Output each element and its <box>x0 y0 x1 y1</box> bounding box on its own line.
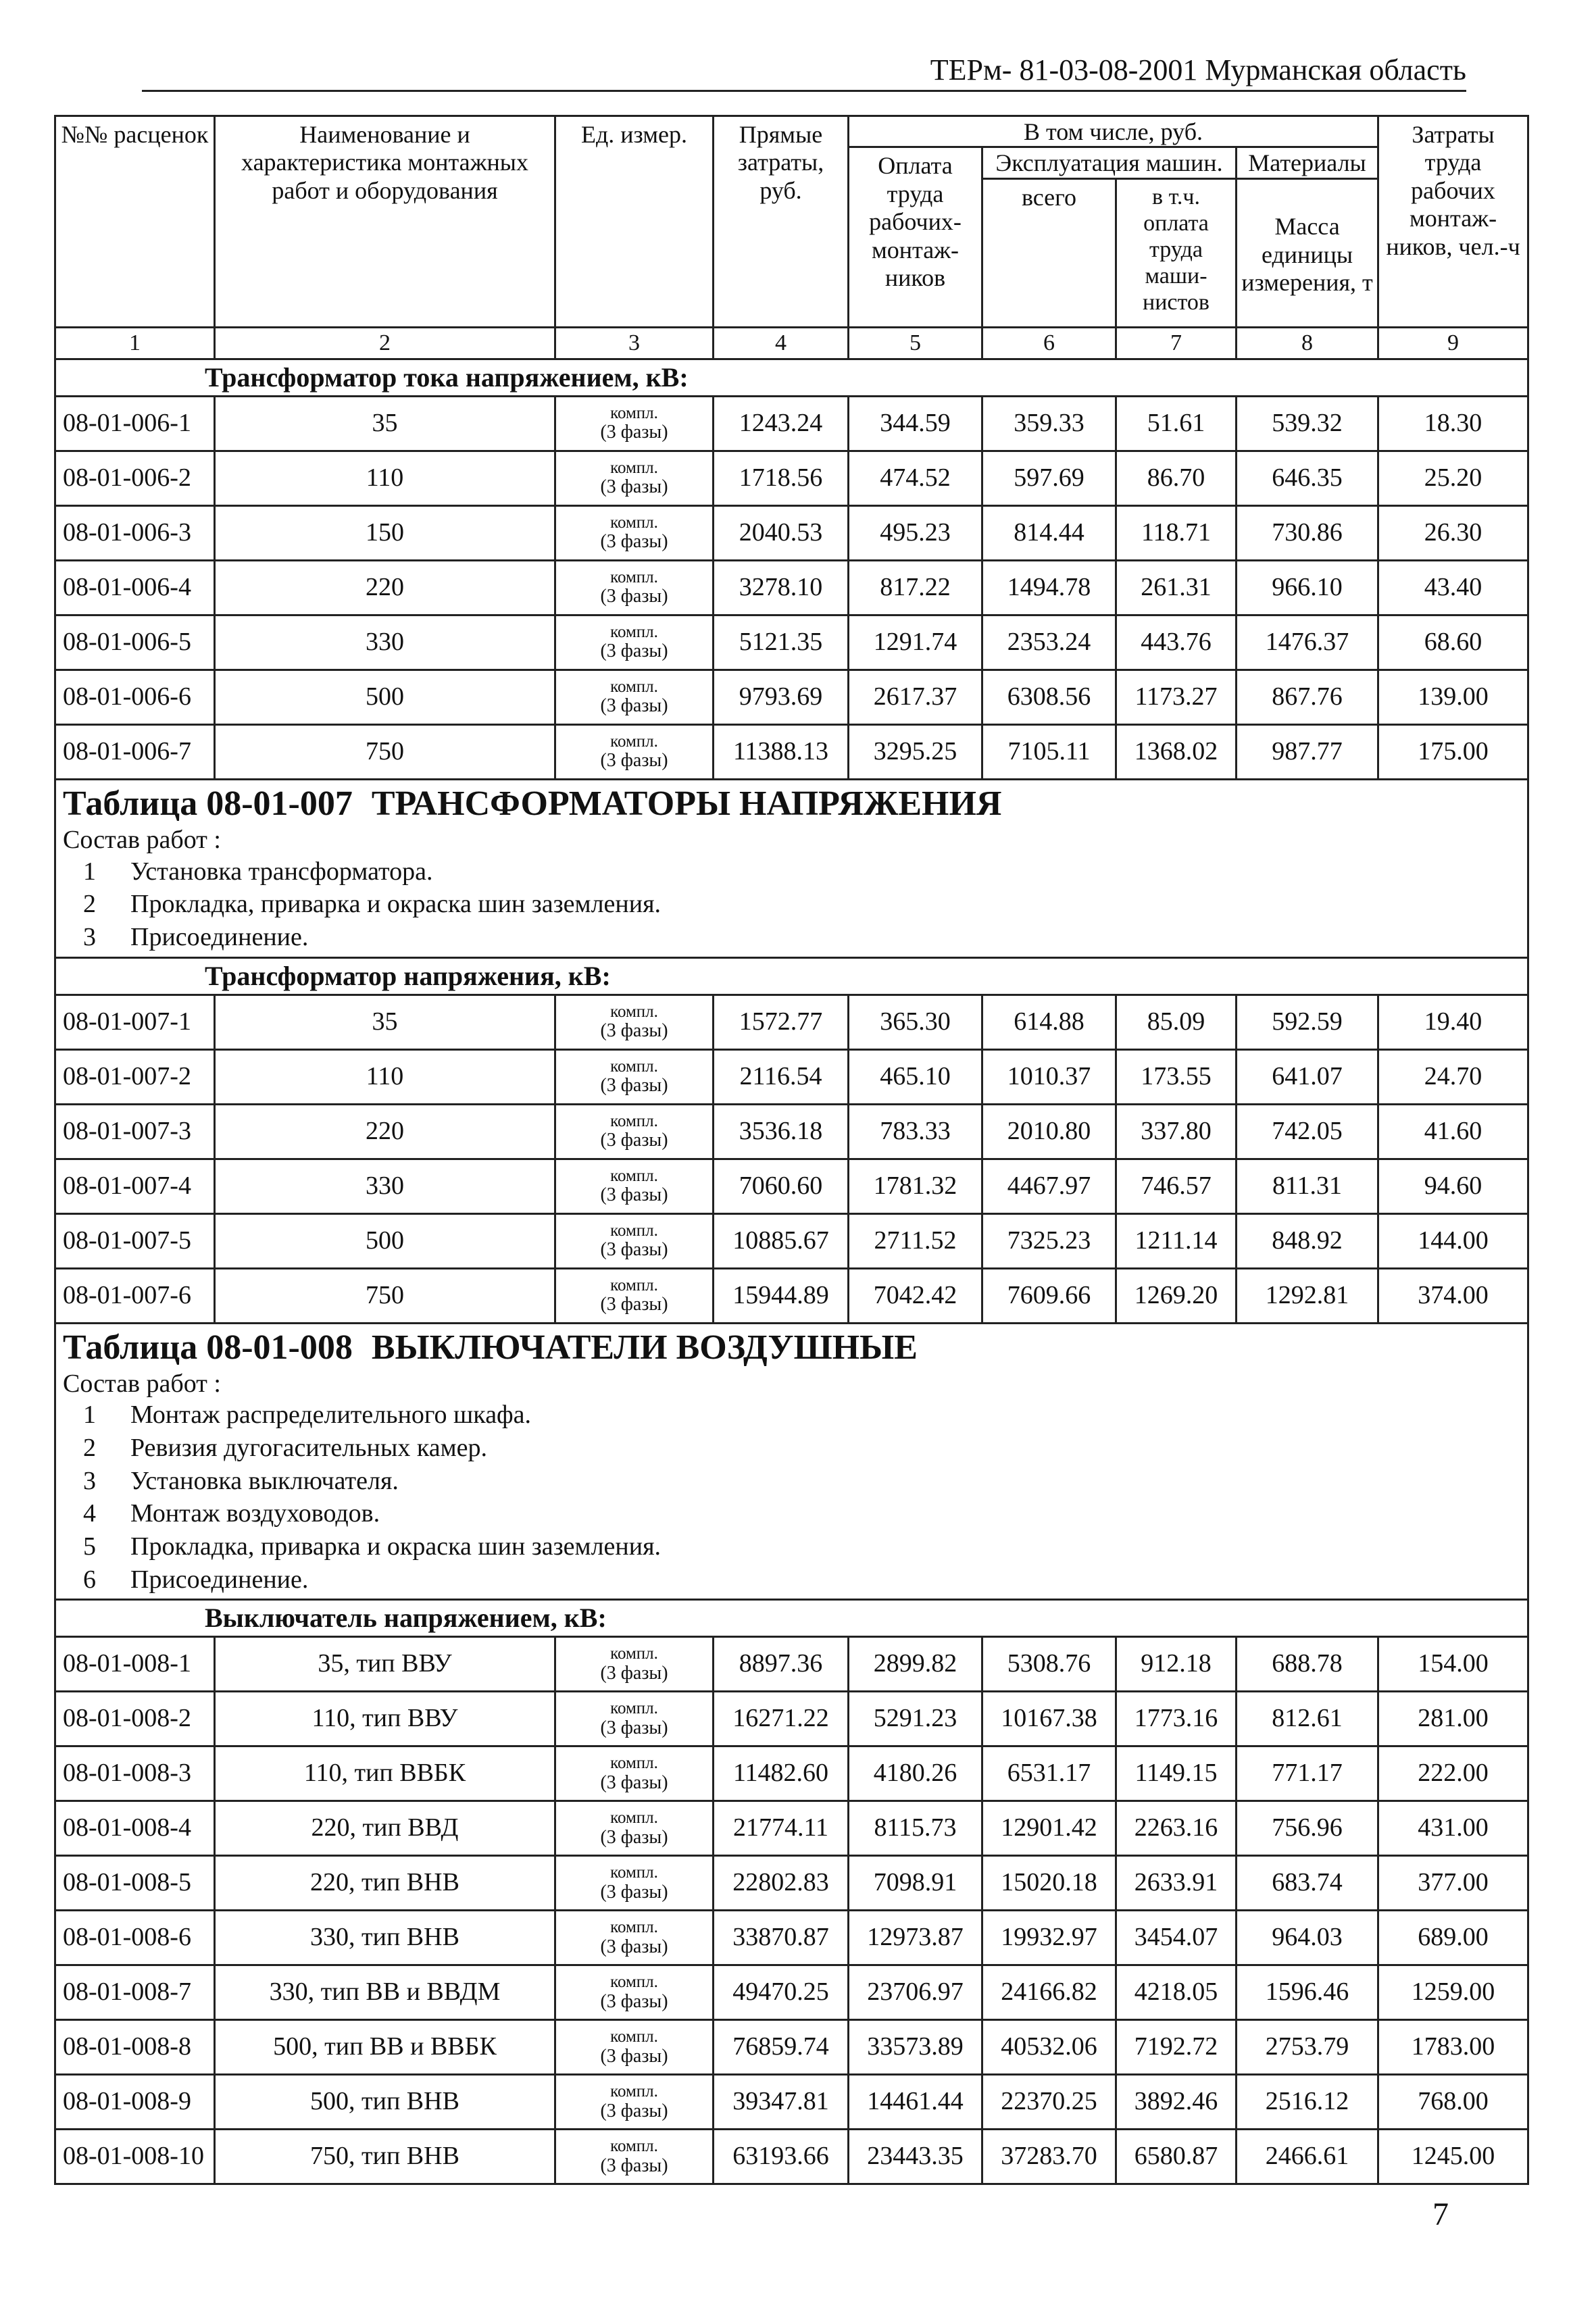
labor-pay-cell: 8115.73 <box>849 1801 982 1856</box>
labor-pay-cell: 23443.35 <box>849 2130 982 2184</box>
operation-item: 3 Установка выключателя. <box>83 1466 399 1495</box>
name-cell: 110, тип ВВУ <box>215 1692 555 1746</box>
col-number: 6 <box>982 327 1116 359</box>
table-row <box>55 670 1528 724</box>
table-row <box>55 1637 1528 1692</box>
operation-item: 1 Установка трансформатора. <box>83 857 433 886</box>
col-machines-header: Эксплуатация машин. <box>982 147 1237 178</box>
name-cell: 35, тип ВВУ <box>215 1637 555 1692</box>
rate-code-cell: 08-01-008-2 <box>55 1692 215 1746</box>
name-cell: 500, тип ВНВ <box>215 2075 555 2130</box>
document-header: ТЕРм- 81-03-08-2001 Мурманская область <box>142 53 1466 92</box>
machinist-pay-cell: 2263.16 <box>1116 1801 1237 1856</box>
rate-code-cell: 08-01-008-1 <box>55 1637 215 1692</box>
machine-cost-cell: 6531.17 <box>982 1746 1116 1801</box>
labor-pay-cell: 344.59 <box>849 396 982 451</box>
table-row <box>55 615 1528 670</box>
machine-cost-cell: 15020.18 <box>982 1856 1116 1911</box>
operations-list <box>63 1399 1520 1596</box>
machinist-pay-cell: 1368.02 <box>1116 724 1237 779</box>
unit-cell: компл. (3 фазы) <box>555 1159 714 1213</box>
machinist-pay-cell: 1773.16 <box>1116 1692 1237 1746</box>
materials-cell: 1596.46 <box>1237 1965 1378 2020</box>
labor-cost-cell: 19.40 <box>1378 995 1528 1049</box>
materials-cell: 964.03 <box>1237 1911 1378 1965</box>
labor-pay-cell: 4180.26 <box>849 1746 982 1801</box>
labor-cost-cell: 1259.00 <box>1378 1965 1528 2020</box>
rate-code-cell: 08-01-006-5 <box>55 615 215 670</box>
materials-cell: 848.92 <box>1237 1213 1378 1268</box>
machine-cost-cell: 19932.97 <box>982 1911 1116 1965</box>
machine-cost-cell: 12901.42 <box>982 1801 1116 1856</box>
rate-code-cell: 08-01-008-4 <box>55 1801 215 1856</box>
labor-cost-cell: 431.00 <box>1378 1801 1528 1856</box>
unit-cell: компл. (3 фазы) <box>555 1692 714 1746</box>
col-number: 1 <box>55 327 215 359</box>
unit-cell: компл. (3 фазы) <box>555 1965 714 2020</box>
machinist-pay-cell: 7192.72 <box>1116 2020 1237 2075</box>
labor-pay-cell: 1781.32 <box>849 1159 982 1213</box>
col-number: 5 <box>849 327 982 359</box>
labor-cost-cell: 139.00 <box>1378 670 1528 724</box>
labor-pay-cell: 783.33 <box>849 1104 982 1159</box>
rate-code-cell: 08-01-008-6 <box>55 1911 215 1965</box>
machine-cost-cell: 22370.25 <box>982 2075 1116 2130</box>
name-cell: 500 <box>215 1213 555 1268</box>
machinist-pay-cell: 1269.20 <box>1116 1268 1237 1323</box>
col-number: 9 <box>1378 327 1528 359</box>
rate-code-cell: 08-01-006-7 <box>55 724 215 779</box>
name-cell: 35 <box>215 396 555 451</box>
col-name-header: Наименование и характеристика монтажных работ и оборудования <box>215 116 555 328</box>
machinist-pay-cell: 173.55 <box>1116 1049 1237 1104</box>
name-cell: 500 <box>215 670 555 724</box>
table-row <box>55 451 1528 505</box>
machinist-pay-cell: 3892.46 <box>1116 2075 1237 2130</box>
table-row <box>55 1746 1528 1801</box>
materials-cell: 756.96 <box>1237 1801 1378 1856</box>
table-row <box>55 995 1528 1049</box>
machine-cost-cell: 2010.80 <box>982 1104 1116 1159</box>
table-row <box>55 1801 1528 1856</box>
name-cell: 330 <box>215 615 555 670</box>
materials-cell: 811.31 <box>1237 1159 1378 1213</box>
name-cell: 330 <box>215 1159 555 1213</box>
operation-item: 4 Монтаж воздуховодов. <box>83 1499 380 1528</box>
direct-cost-cell: 1572.77 <box>714 995 849 1049</box>
machinist-pay-cell: 4218.05 <box>1116 1965 1237 2020</box>
unit-cell: компл. (3 фазы) <box>555 1856 714 1911</box>
labor-pay-cell: 465.10 <box>849 1049 982 1104</box>
rate-code-cell: 08-01-008-9 <box>55 2075 215 2130</box>
materials-cell: 867.76 <box>1237 670 1378 724</box>
labor-pay-cell: 365.30 <box>849 995 982 1049</box>
rate-code-cell: 08-01-008-8 <box>55 2020 215 2075</box>
materials-cell: 812.61 <box>1237 1692 1378 1746</box>
name-cell: 750 <box>215 1268 555 1323</box>
machine-cost-cell: 1494.78 <box>982 560 1116 615</box>
machine-cost-cell: 7325.23 <box>982 1213 1116 1268</box>
col-number: 4 <box>714 327 849 359</box>
rate-code-cell: 08-01-007-6 <box>55 1268 215 1323</box>
machinist-pay-cell: 86.70 <box>1116 451 1237 505</box>
labor-cost-cell: 41.60 <box>1378 1104 1528 1159</box>
operation-item: 2 Ревизия дугогасительных камер. <box>83 1434 488 1463</box>
materials-cell: 2753.79 <box>1237 2020 1378 2075</box>
labor-cost-cell: 689.00 <box>1378 1911 1528 1965</box>
labor-cost-cell: 1783.00 <box>1378 2020 1528 2075</box>
labor-pay-cell: 12973.87 <box>849 1911 982 1965</box>
unit-cell: компл. (3 фазы) <box>555 1637 714 1692</box>
direct-cost-cell: 21774.11 <box>714 1801 849 1856</box>
unit-cell: компл. (3 фазы) <box>555 1104 714 1159</box>
column-numbers-row <box>55 327 1528 359</box>
machinist-pay-cell: 1173.27 <box>1116 670 1237 724</box>
materials-cell: 539.32 <box>1237 396 1378 451</box>
table-row <box>55 2075 1528 2130</box>
materials-cell: 966.10 <box>1237 560 1378 615</box>
machinist-pay-cell: 912.18 <box>1116 1637 1237 1692</box>
machinist-pay-cell: 51.61 <box>1116 396 1237 451</box>
direct-cost-cell: 1718.56 <box>714 451 849 505</box>
col-unit-header: Ед. измер. <box>555 116 714 328</box>
name-cell: 330, тип ВВ и ВВДМ <box>215 1965 555 2020</box>
unit-cell: компл. (3 фазы) <box>555 2020 714 2075</box>
table-007-body <box>55 779 1528 1323</box>
unit-cell: компл. (3 фазы) <box>555 1213 714 1268</box>
col-materials-header: Материалы <box>1237 147 1378 178</box>
labor-pay-cell: 14461.44 <box>849 2075 982 2130</box>
machine-cost-cell: 814.44 <box>982 505 1116 560</box>
name-cell: 110 <box>215 1049 555 1104</box>
rates-page <box>54 115 1527 2185</box>
machine-cost-cell: 7609.66 <box>982 1268 1116 1323</box>
materials-cell: 2466.61 <box>1237 2130 1378 2184</box>
table-row <box>55 396 1528 451</box>
page-number: 7 <box>1432 2196 1449 2232</box>
table-title: ТРАНСФОРМАТОРЫ НАПРЯЖЕНИЯ <box>371 784 1002 823</box>
labor-cost-cell: 68.60 <box>1378 615 1528 670</box>
col-incl-header: В том числе, руб. <box>849 116 1378 147</box>
col-mach-pay-header: в т.ч. оплата труда маши-нистов <box>1116 178 1237 327</box>
table-code: Таблица 08-01-008 <box>63 1328 353 1367</box>
machine-cost-cell: 597.69 <box>982 451 1116 505</box>
section-label: Трансформатор напряжения, кВ: <box>55 957 1528 995</box>
direct-cost-cell: 63193.66 <box>714 2130 849 2184</box>
labor-pay-cell: 33573.89 <box>849 2020 982 2075</box>
labor-cost-cell: 1245.00 <box>1378 2130 1528 2184</box>
operation-item: 5 Прокладка, приварка и окраска шин заземления. <box>83 1532 662 1561</box>
section-006-body <box>55 359 1528 779</box>
direct-cost-cell: 11388.13 <box>714 724 849 779</box>
machine-cost-cell: 6308.56 <box>982 670 1116 724</box>
machine-cost-cell: 10167.38 <box>982 1692 1116 1746</box>
rate-code-cell: 08-01-006-3 <box>55 505 215 560</box>
machinist-pay-cell: 337.80 <box>1116 1104 1237 1159</box>
machine-cost-cell: 5308.76 <box>982 1637 1116 1692</box>
operation-item: 3 Присоединение. <box>83 922 309 951</box>
unit-cell: компл. (3 фазы) <box>555 995 714 1049</box>
direct-cost-cell: 3278.10 <box>714 560 849 615</box>
table-row <box>55 1856 1528 1911</box>
direct-cost-cell: 8897.36 <box>714 1637 849 1692</box>
labor-pay-cell: 474.52 <box>849 451 982 505</box>
table-code: Таблица 08-01-007 <box>63 784 353 823</box>
unit-cell: компл. (3 фазы) <box>555 396 714 451</box>
rate-code-cell: 08-01-008-10 <box>55 2130 215 2184</box>
direct-cost-cell: 3536.18 <box>714 1104 849 1159</box>
table-row <box>55 1911 1528 1965</box>
rates-table <box>54 115 1529 2185</box>
col-labor-pay-header: Оплата труда рабочих-монтаж-ников <box>849 147 982 327</box>
col-number: 3 <box>555 327 714 359</box>
labor-cost-cell: 175.00 <box>1378 724 1528 779</box>
table-row <box>55 1213 1528 1268</box>
direct-cost-cell: 33870.87 <box>714 1911 849 1965</box>
labor-pay-cell: 817.22 <box>849 560 982 615</box>
labor-pay-cell: 2617.37 <box>849 670 982 724</box>
rate-code-cell: 08-01-007-1 <box>55 995 215 1049</box>
section-label: Трансформатор тока напряжением, кВ: <box>55 359 1528 396</box>
machine-cost-cell: 4467.97 <box>982 1159 1116 1213</box>
labor-cost-cell: 768.00 <box>1378 2075 1528 2130</box>
direct-cost-cell: 22802.83 <box>714 1856 849 1911</box>
machinist-pay-cell: 2633.91 <box>1116 1856 1237 1911</box>
name-cell: 500, тип ВВ и ВВБК <box>215 2020 555 2075</box>
col-direct-header: Прямые затраты, руб. <box>714 116 849 328</box>
composition-label: Состав работ : <box>63 1369 221 1398</box>
col-number: 7 <box>1116 327 1237 359</box>
labor-cost-cell: 26.30 <box>1378 505 1528 560</box>
unit-cell: компл. (3 фазы) <box>555 670 714 724</box>
machinist-pay-cell: 261.31 <box>1116 560 1237 615</box>
direct-cost-cell: 10885.67 <box>714 1213 849 1268</box>
labor-cost-cell: 24.70 <box>1378 1049 1528 1104</box>
materials-cell: 2516.12 <box>1237 2075 1378 2130</box>
labor-pay-cell: 2711.52 <box>849 1213 982 1268</box>
materials-cell: 592.59 <box>1237 995 1378 1049</box>
rate-code-cell: 08-01-006-4 <box>55 560 215 615</box>
name-cell: 220, тип ВВД <box>215 1801 555 1856</box>
machine-cost-cell: 1010.37 <box>982 1049 1116 1104</box>
materials-cell: 730.86 <box>1237 505 1378 560</box>
labor-cost-cell: 18.30 <box>1378 396 1528 451</box>
labor-cost-cell: 144.00 <box>1378 1213 1528 1268</box>
machinist-pay-cell: 443.76 <box>1116 615 1237 670</box>
materials-cell: 742.05 <box>1237 1104 1378 1159</box>
col-mass-header: Масса единицы измерения, т <box>1237 178 1378 327</box>
name-cell: 330, тип ВНВ <box>215 1911 555 1965</box>
labor-cost-cell: 222.00 <box>1378 1746 1528 1801</box>
labor-cost-cell: 25.20 <box>1378 451 1528 505</box>
materials-cell: 987.77 <box>1237 724 1378 779</box>
table-007-title-block <box>55 779 1528 957</box>
section-label: Выключатель напряжением, кВ: <box>55 1600 1528 1637</box>
machinist-pay-cell: 1149.15 <box>1116 1746 1237 1801</box>
machine-cost-cell: 37283.70 <box>982 2130 1116 2184</box>
labor-pay-cell: 2899.82 <box>849 1637 982 1692</box>
labor-pay-cell: 1291.74 <box>849 615 982 670</box>
labor-cost-cell: 154.00 <box>1378 1637 1528 1692</box>
name-cell: 110 <box>215 451 555 505</box>
labor-cost-cell: 374.00 <box>1378 1268 1528 1323</box>
machinist-pay-cell: 118.71 <box>1116 505 1237 560</box>
unit-cell: компл. (3 фазы) <box>555 724 714 779</box>
machinist-pay-cell: 85.09 <box>1116 995 1237 1049</box>
table-row <box>55 1965 1528 2020</box>
machine-cost-cell: 359.33 <box>982 396 1116 451</box>
table-row <box>55 2020 1528 2075</box>
rate-code-cell: 08-01-006-1 <box>55 396 215 451</box>
labor-pay-cell: 3295.25 <box>849 724 982 779</box>
name-cell: 35 <box>215 995 555 1049</box>
labor-cost-cell: 377.00 <box>1378 1856 1528 1911</box>
machine-cost-cell: 7105.11 <box>982 724 1116 779</box>
direct-cost-cell: 5121.35 <box>714 615 849 670</box>
labor-pay-cell: 23706.97 <box>849 1965 982 2020</box>
operation-item: 6 Присоединение. <box>83 1565 309 1594</box>
labor-cost-cell: 94.60 <box>1378 1159 1528 1213</box>
name-cell: 220 <box>215 560 555 615</box>
materials-cell: 646.35 <box>1237 451 1378 505</box>
rate-code-cell: 08-01-007-5 <box>55 1213 215 1268</box>
unit-cell: компл. (3 фазы) <box>555 505 714 560</box>
materials-cell: 688.78 <box>1237 1637 1378 1692</box>
col-labor-cost-header: Затраты труда рабочих монтаж-ников, чел.-ч <box>1378 116 1528 328</box>
machine-cost-cell: 614.88 <box>982 995 1116 1049</box>
unit-cell: компл. (3 фазы) <box>555 451 714 505</box>
operation-item: 2 Прокладка, приварка и окраска шин заземления. <box>83 890 662 919</box>
direct-cost-cell: 16271.22 <box>714 1692 849 1746</box>
col-number: 8 <box>1237 327 1378 359</box>
unit-cell: компл. (3 фазы) <box>555 1801 714 1856</box>
table-008-title-block <box>55 1323 1528 1600</box>
col-mach-total-header: всего <box>982 178 1116 327</box>
table-title: ВЫКЛЮЧАТЕЛИ ВОЗДУШНЫЕ <box>371 1328 918 1367</box>
unit-cell: компл. (3 фазы) <box>555 2075 714 2130</box>
name-cell: 220 <box>215 1104 555 1159</box>
direct-cost-cell: 9793.69 <box>714 670 849 724</box>
direct-cost-cell: 15944.89 <box>714 1268 849 1323</box>
table-row <box>55 560 1528 615</box>
rate-code-cell: 08-01-006-6 <box>55 670 215 724</box>
table-row <box>55 1268 1528 1323</box>
direct-cost-cell: 2116.54 <box>714 1049 849 1104</box>
composition-label: Состав работ : <box>63 825 221 854</box>
direct-cost-cell: 76859.74 <box>714 2020 849 2075</box>
rate-code-cell: 08-01-008-7 <box>55 1965 215 2020</box>
unit-cell: компл. (3 фазы) <box>555 1911 714 1965</box>
rate-code-cell: 08-01-007-3 <box>55 1104 215 1159</box>
labor-pay-cell: 7098.91 <box>849 1856 982 1911</box>
table-row <box>55 1159 1528 1213</box>
machine-cost-cell: 40532.06 <box>982 2020 1116 2075</box>
unit-cell: компл. (3 фазы) <box>555 560 714 615</box>
table-008-body <box>55 1323 1528 2184</box>
labor-pay-cell: 495.23 <box>849 505 982 560</box>
name-cell: 750, тип ВНВ <box>215 2130 555 2184</box>
rate-code-cell: 08-01-008-5 <box>55 1856 215 1911</box>
unit-cell: компл. (3 фазы) <box>555 1268 714 1323</box>
table-row <box>55 724 1528 779</box>
operation-item: 1 Монтаж распределительного шкафа. <box>83 1401 532 1430</box>
rate-code-cell: 08-01-006-2 <box>55 451 215 505</box>
machinist-pay-cell: 6580.87 <box>1116 2130 1237 2184</box>
table-row <box>55 1049 1528 1104</box>
name-cell: 220, тип ВНВ <box>215 1856 555 1911</box>
unit-cell: компл. (3 фазы) <box>555 615 714 670</box>
table-row <box>55 2130 1528 2184</box>
machinist-pay-cell: 3454.07 <box>1116 1911 1237 1965</box>
rate-code-cell: 08-01-008-3 <box>55 1746 215 1801</box>
labor-pay-cell: 5291.23 <box>849 1692 982 1746</box>
table-row <box>55 505 1528 560</box>
unit-cell: компл. (3 фазы) <box>555 2130 714 2184</box>
machinist-pay-cell: 746.57 <box>1116 1159 1237 1213</box>
rate-code-cell: 08-01-007-2 <box>55 1049 215 1104</box>
name-cell: 110, тип ВВБК <box>215 1746 555 1801</box>
machinist-pay-cell: 1211.14 <box>1116 1213 1237 1268</box>
labor-cost-cell: 43.40 <box>1378 560 1528 615</box>
name-cell: 750 <box>215 724 555 779</box>
machine-cost-cell: 24166.82 <box>982 1965 1116 2020</box>
materials-cell: 1476.37 <box>1237 615 1378 670</box>
table-row <box>55 1104 1528 1159</box>
materials-cell: 683.74 <box>1237 1856 1378 1911</box>
operations-list <box>63 855 1520 954</box>
direct-cost-cell: 2040.53 <box>714 505 849 560</box>
direct-cost-cell: 1243.24 <box>714 396 849 451</box>
direct-cost-cell: 49470.25 <box>714 1965 849 2020</box>
labor-cost-cell: 281.00 <box>1378 1692 1528 1746</box>
rate-code-cell: 08-01-007-4 <box>55 1159 215 1213</box>
name-cell: 150 <box>215 505 555 560</box>
direct-cost-cell: 39347.81 <box>714 2075 849 2130</box>
direct-cost-cell: 11482.60 <box>714 1746 849 1801</box>
materials-cell: 641.07 <box>1237 1049 1378 1104</box>
col-number: 2 <box>215 327 555 359</box>
machine-cost-cell: 2353.24 <box>982 615 1116 670</box>
labor-pay-cell: 7042.42 <box>849 1268 982 1323</box>
materials-cell: 771.17 <box>1237 1746 1378 1801</box>
materials-cell: 1292.81 <box>1237 1268 1378 1323</box>
direct-cost-cell: 7060.60 <box>714 1159 849 1213</box>
table-row <box>55 1692 1528 1746</box>
col-code-header: №№ расценок <box>55 116 215 328</box>
unit-cell: компл. (3 фазы) <box>555 1746 714 1801</box>
unit-cell: компл. (3 фазы) <box>555 1049 714 1104</box>
